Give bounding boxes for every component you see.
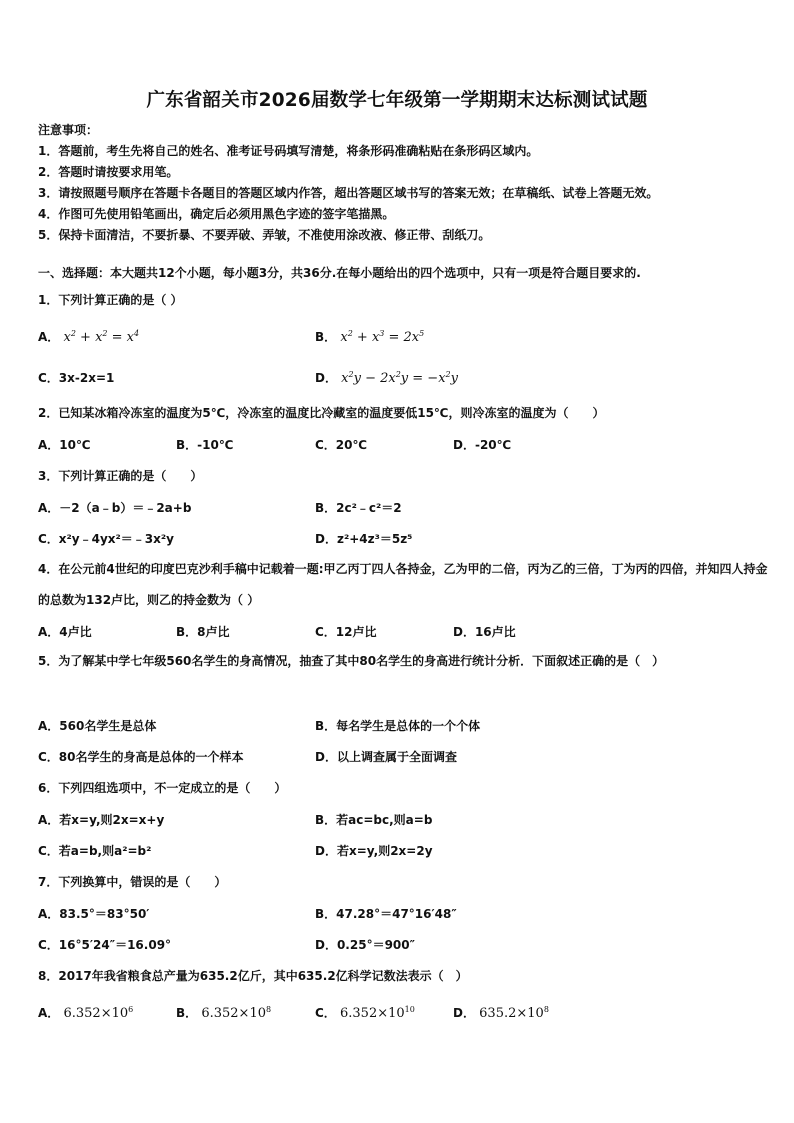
- question-1-options-cd: [38, 369, 768, 393]
- option-label: B．: [176, 1006, 198, 1020]
- option-label: A．: [38, 1006, 60, 1020]
- exam-title: 广东省韶关市2026届数学七年级第一学期期末达标测试试题: [146, 90, 648, 111]
- question-6-options-ab: [38, 811, 768, 835]
- notes-heading: 注意事项：: [38, 123, 99, 137]
- question-4-stem: 4．在公元前4世纪的印度巴克沙利手稿中记载着一题:甲乙丙丁四人各持金，乙为甲的二倍，丙为乙的三倍，丁为丙的四倍，并知四人持金的总数为132卢比，则乙的持金数为（ ）: [38, 562, 768, 607]
- option-b: B．47.28°＝47°16′48″: [315, 907, 457, 921]
- option-b: B．若ac=bc,则a=b: [315, 813, 433, 827]
- question-8-stem: 8．2017年我省粮食总产量为635.2亿斤，其中635.2亿科学记数法表示（ ）: [38, 969, 468, 983]
- option-label: B．: [315, 330, 337, 344]
- option-d: D．0.25°＝900″: [315, 938, 415, 952]
- question-2-options: [38, 436, 768, 460]
- question-5-stem: 5．为了解某中学七年级560名学生的身高情况，抽查了其中80名学生的身高进行统计分析．下面叙述正确的是（ ）: [38, 654, 665, 668]
- option-d: D．16卢比: [453, 625, 516, 639]
- note-item: 5．保持卡面清洁，不要折暴、不要弄破、弄皱，不准使用涂改液、修正带、刮纸刀。: [38, 228, 491, 242]
- option-b: B．2c²﹣c²＝2: [315, 501, 402, 515]
- option-d: D．-20℃: [453, 438, 512, 452]
- option-a: [38, 1004, 133, 1021]
- question-1-options-ab: [38, 328, 768, 352]
- note-item: 1．答题前，考生先将自己的姓名、准考证号码填写清楚，将条形码准确粘贴在条形码区域内。: [38, 144, 539, 158]
- option-c: C．20℃: [315, 438, 368, 452]
- option-a: A．560名学生是总体: [38, 719, 157, 733]
- option-b: [176, 1004, 271, 1021]
- question-2-stem: 2．已知某冰箱冷冻室的温度为5℃，冷冻室的温度比冷藏室的温度要低15℃，则冷冻室的温度为（ ）: [38, 406, 605, 420]
- option-a: A．若x=y,则2x=x+y: [38, 813, 165, 827]
- question-4-options: [38, 623, 768, 647]
- formula: $6.352\times 10^8$: [201, 1005, 272, 1021]
- option-d: D．z²+4z³＝5z⁵: [315, 532, 413, 546]
- question-7-options-cd: [38, 936, 768, 960]
- option-label: C．: [315, 1006, 336, 1020]
- option-a: A．－2（a﹣b）＝﹣2a+b: [38, 501, 192, 515]
- note-item: 4．作图可先使用铅笔画出，确定后必须用黑色字迹的签字笔描黑。: [38, 207, 395, 221]
- question-8-options: [38, 1004, 768, 1028]
- formula: $x^2 + x^3 = 2x^5$: [340, 329, 425, 345]
- formula: $635.2\times 10^8$: [479, 1005, 549, 1021]
- option-a: A．83.5°＝83°50′: [38, 907, 150, 921]
- option-c: C．若a=b,则a²=b²: [38, 844, 152, 858]
- option-a: [38, 328, 139, 345]
- option-label: D．: [453, 1006, 475, 1020]
- question-3-options-cd: [38, 530, 768, 554]
- question-6-stem: 6．下列四组选项中，不一定成立的是（ ）: [38, 781, 287, 795]
- option-c: C．x²y﹣4yx²＝﹣3x²y: [38, 532, 174, 546]
- formula: $6.352\times 10^6$: [63, 1005, 134, 1021]
- option-b: [315, 328, 424, 345]
- option-b: B．8卢比: [176, 625, 230, 639]
- question-5-options-cd: [38, 748, 768, 772]
- option-label: A．: [38, 330, 60, 344]
- question-7-options-ab: [38, 905, 768, 929]
- formula: $x^2 + x^2 = x^4$: [63, 329, 140, 345]
- question-7-stem: 7．下列换算中，错误的是（ ）: [38, 875, 227, 889]
- question-5-options-ab: [38, 717, 768, 741]
- formula: $6.352\times 10^{10}$: [340, 1005, 415, 1021]
- option-c: C．3x-2x=1: [38, 371, 115, 385]
- option-c: C．80名学生的身高是总体的一个样本: [38, 750, 244, 764]
- option-b: B．-10℃: [176, 438, 234, 452]
- question-3-stem: 3．下列计算正确的是（ ）: [38, 469, 203, 483]
- option-d: [453, 1004, 549, 1021]
- question-3-options-ab: [38, 499, 768, 523]
- option-a: A．10℃: [38, 438, 91, 452]
- option-c: C．16°5′24″＝16.09°: [38, 938, 172, 952]
- question-6-options-cd: [38, 842, 768, 866]
- question-1-stem: 1．下列计算正确的是（ ）: [38, 293, 183, 307]
- section-heading: 一、选择题：本大题共12个小题，每小题3分，共36分.在每小题给出的四个选项中，只有一项是符合题目要求的.: [38, 266, 641, 280]
- note-item: 3．请按照题号顺序在答题卡各题目的答题区域内作答，超出答题区域书写的答案无效；在草稿纸、试卷上答题无效。: [38, 186, 659, 200]
- option-c: [315, 1004, 415, 1021]
- option-label: D．: [315, 371, 337, 385]
- option-b: B．每名学生是总体的一个个体: [315, 719, 481, 733]
- option-d: [315, 369, 458, 386]
- option-d: D．以上调查属于全面调查: [315, 750, 457, 764]
- formula: $x^2y - 2x^2y = -x^2y$: [341, 370, 458, 386]
- option-c: C．12卢比: [315, 625, 377, 639]
- option-d: D．若x=y,则2x=2y: [315, 844, 433, 858]
- notes-block: [38, 120, 778, 246]
- option-a: A．4卢比: [38, 625, 92, 639]
- note-item: 2．答题时请按要求用笔。: [38, 165, 179, 179]
